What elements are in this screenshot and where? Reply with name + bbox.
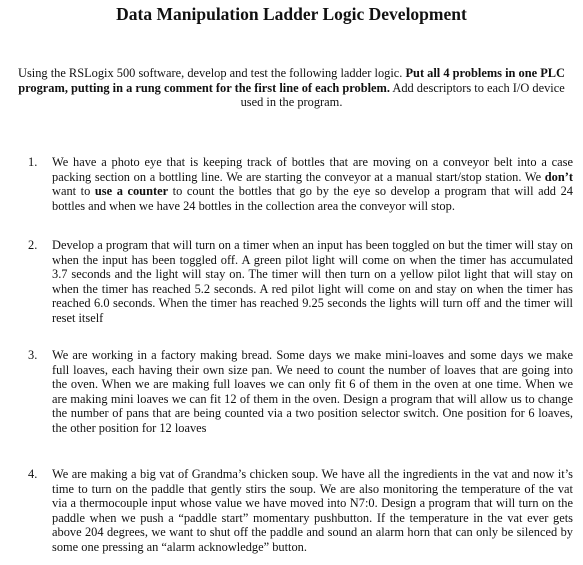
problem-text: We are making a big vat of Grandma’s chicken soup. We have all the ingredients in the vat and now it’s time to turn on the paddle that gently stirs the soup. We are also monitoring the temperature of the vat via a thermocouple input whose value we have moved into N7:0. Design a program that will turn on the paddle when we push a “paddle start” momentary pushbutton. If the temperature in the vat ever gets above 204 degrees, we want to shut off the paddle and sound an alarm horn that can only be silenced by some one pressing an “alarm acknowledge” button.	[52, 467, 573, 554]
problem-number: 3.	[28, 348, 38, 362]
intro-bold-text: Put all 4 problems in one PLC program, putting in a rung comment for the first line of each problem.	[18, 66, 565, 95]
problem-number: 1.	[28, 155, 38, 169]
problem-2	[28, 238, 573, 326]
problem-number: 4.	[28, 467, 38, 481]
problem-bold-dont: don’t	[544, 169, 573, 184]
problem-text-part: to count the bottles that go by the eye so develop a program that will add 24 bottles and when we have 24 bottles in the collection area the conveyor will stop.	[52, 184, 573, 213]
document-title: Data Manipulation Ladder Logic Development	[116, 4, 467, 24]
intro-paragraph	[6, 66, 577, 110]
problem-text	[52, 155, 573, 213]
problem-text: We are working in a factory making bread. Some days we make mini-loaves and some days we make full loaves, each having their own size pan. We need to count the number of loaves that are going into the oven. When we are making full loaves we can only fit 6 of them in the oven at one time. When we are making mini loaves we can fit 12 of them in the oven. Design a program that will allow us to change the number of pans that are being counted via a two position selector switch. One position for 6 loaves, the other position for 12 loaves	[52, 348, 573, 435]
problem-3	[28, 348, 573, 436]
problem-4	[28, 467, 573, 555]
problem-text: Develop a program that will turn on a timer when an input has been toggled on but the timer will stay on when the input has been toggled off. A green pilot light will come on when the timer has accumulated 3.7 seconds and the light will stay on. The timer will then turn on a yellow pilot light that will stay on when the timer has reached 5.2 seconds. A red pilot light will come on and stay on when the timer has reached 6.0 seconds. When the timer has reached 9.25 seconds the lights will turn off and the timer will reset itself	[52, 238, 573, 325]
problem-text-part: want to	[52, 184, 95, 199]
problem-1	[28, 155, 573, 213]
problem-text-part: We have a photo eye that is keeping track of bottles that are moving on a conveyor belt into a case packing section on a bottling line. We are starting the conveyor at a manual start/stop station. We	[52, 155, 573, 184]
intro-text-end: Add descriptors to each I/O device used in the program.	[240, 80, 565, 110]
intro-text: Using the RSLogix 500 software, develop and test the following ladder logic.	[18, 66, 406, 80]
problem-number: 2.	[28, 238, 38, 252]
problem-bold-counter: use a counter	[94, 184, 169, 199]
